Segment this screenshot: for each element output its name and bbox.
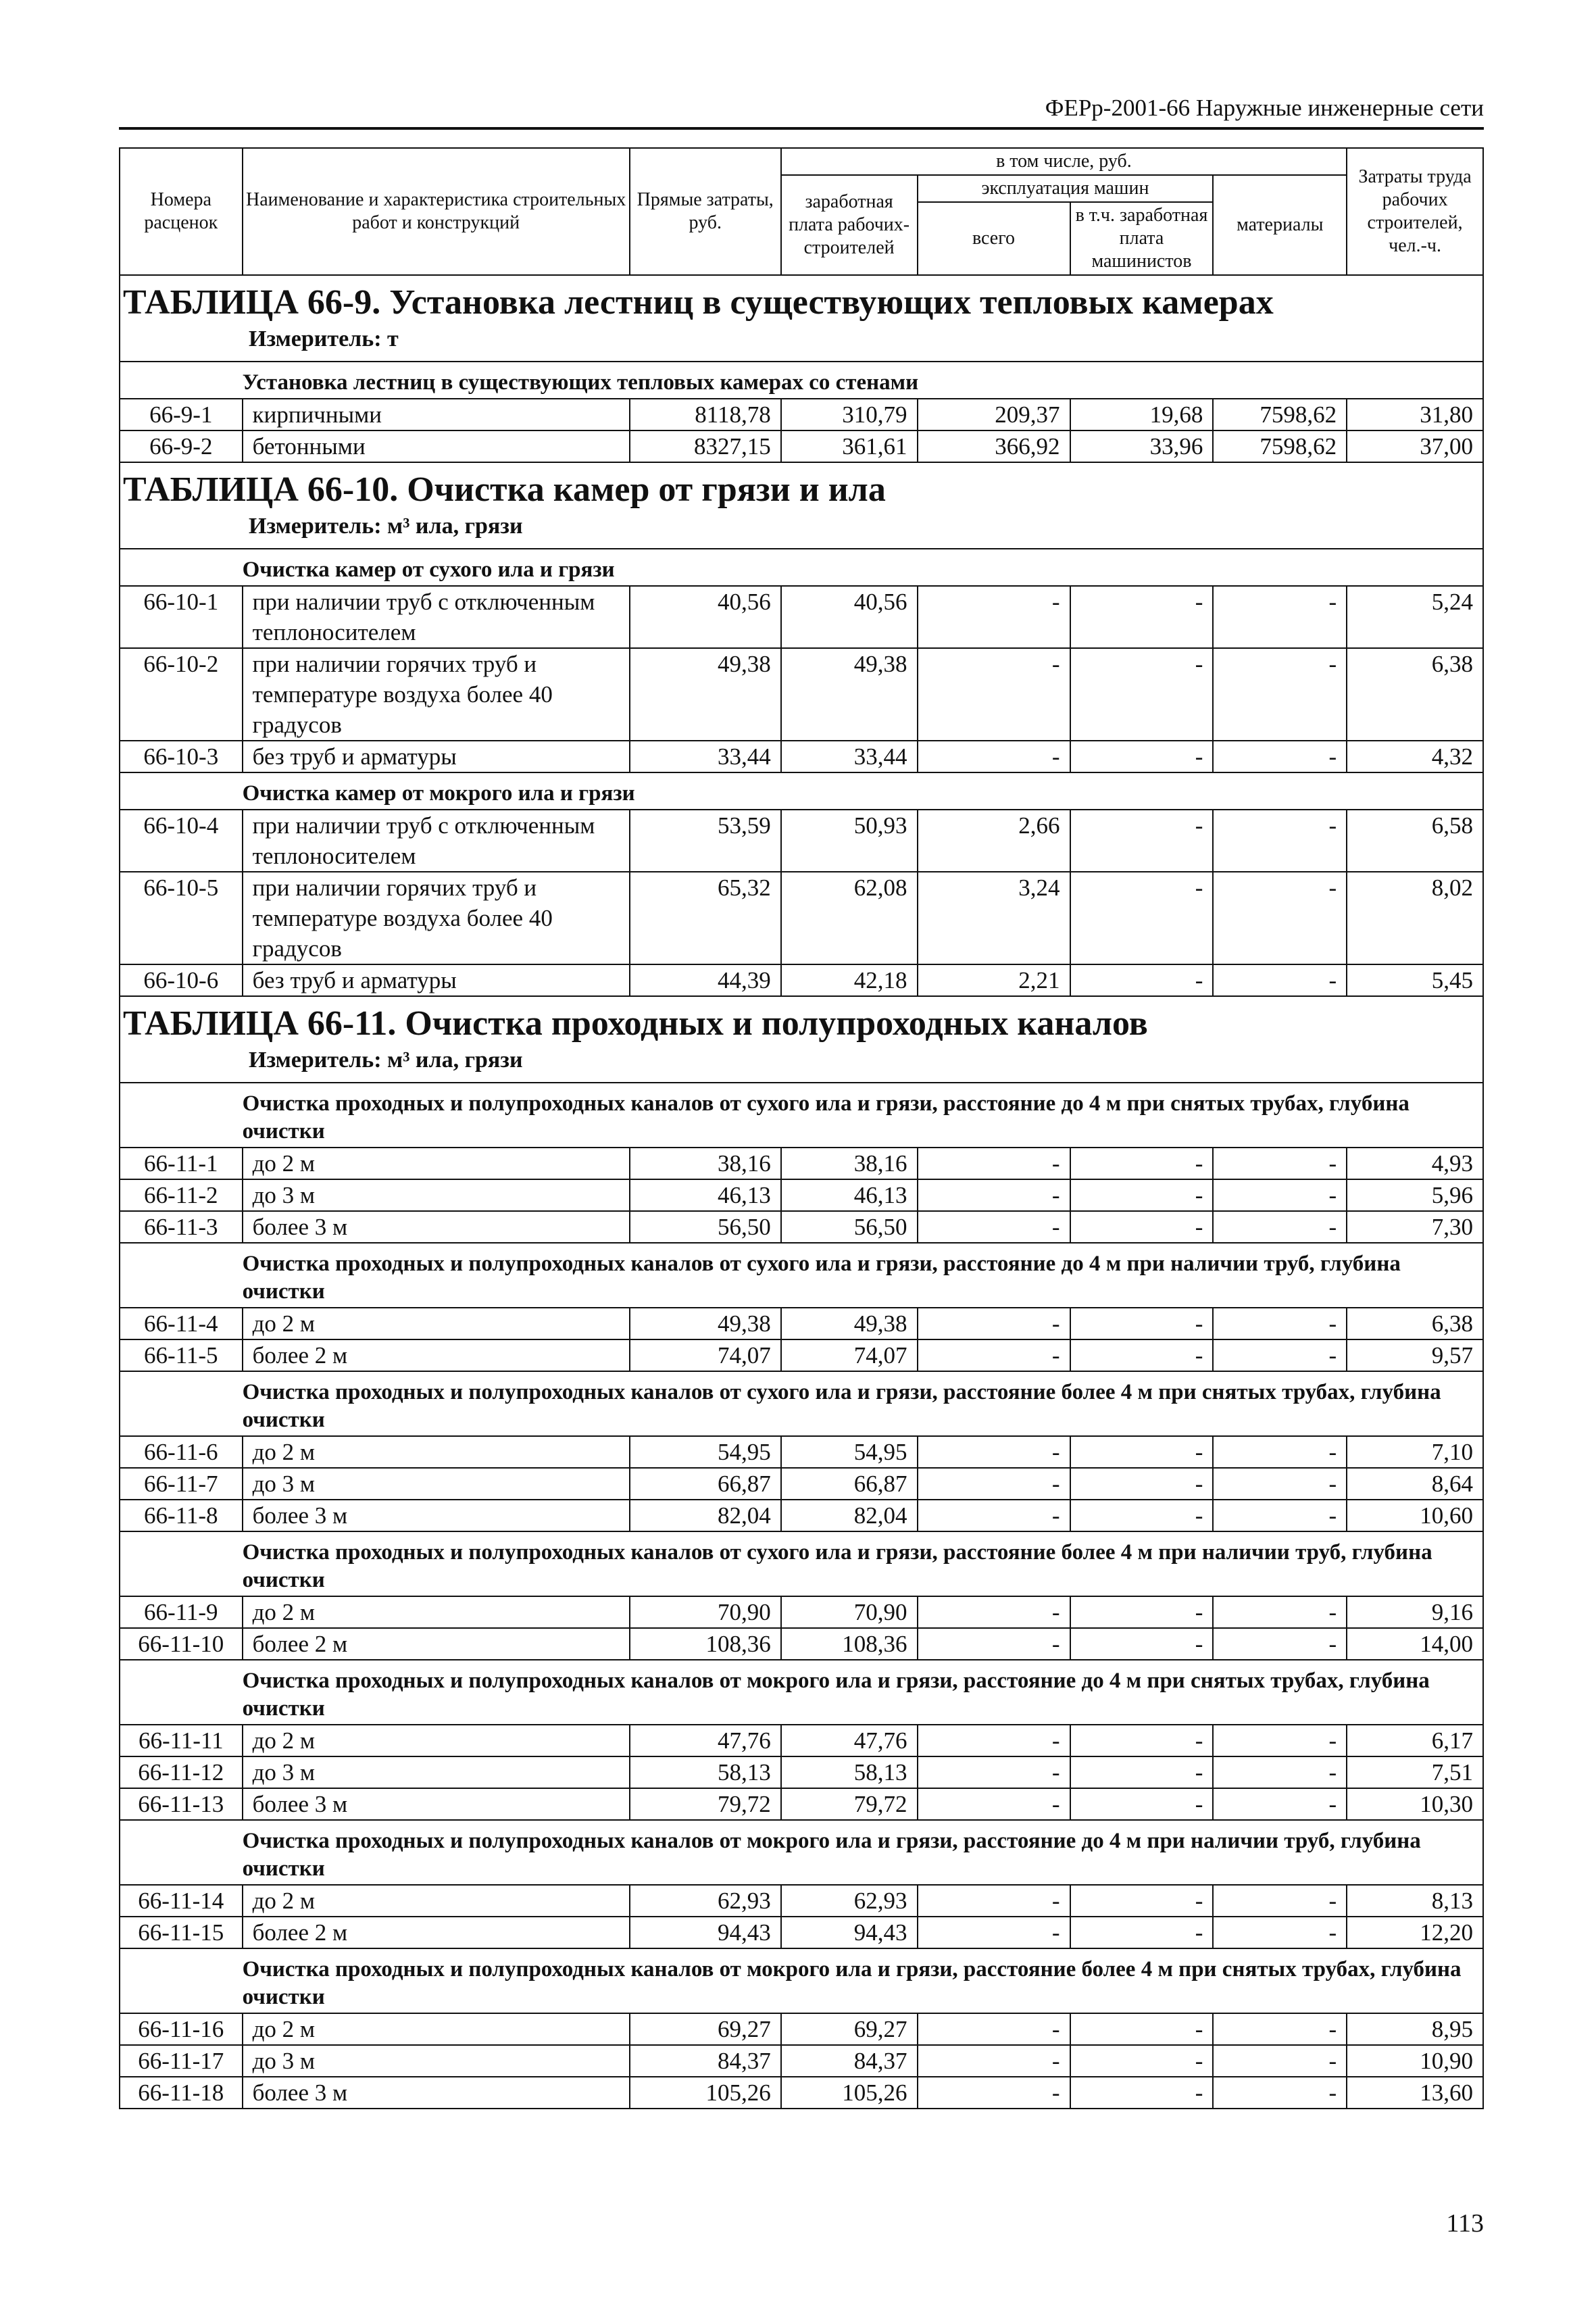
machines-total: - bbox=[918, 1885, 1070, 1917]
work-name: более 3 м bbox=[243, 2077, 630, 2109]
table-row bbox=[120, 1468, 1483, 1500]
rate-code: 66-11-14 bbox=[120, 1885, 243, 1917]
machines-total: - bbox=[918, 2077, 1070, 2109]
rate-code: 66-11-17 bbox=[120, 2045, 243, 2077]
measure-row bbox=[120, 324, 1483, 362]
work-name: при наличии горячих труб и температуре воздуха более 40 градусов bbox=[243, 648, 630, 741]
wages: 38,16 bbox=[781, 1148, 918, 1179]
table-row bbox=[120, 1885, 1483, 1917]
materials: 7598,62 bbox=[1213, 430, 1347, 462]
group-title: Установка лестниц в существующих тепловых камерах со стенами bbox=[243, 362, 1483, 399]
table-row bbox=[120, 810, 1483, 872]
wages: 58,13 bbox=[781, 1756, 918, 1788]
machines-wages: - bbox=[1070, 1885, 1214, 1917]
table-row bbox=[120, 1596, 1483, 1628]
work-name: более 3 м bbox=[243, 1788, 630, 1820]
direct-costs: 49,38 bbox=[630, 648, 781, 741]
work-name: более 2 м bbox=[243, 1917, 630, 1948]
header-including: в том числе, руб. bbox=[781, 148, 1347, 175]
machines-wages: - bbox=[1070, 648, 1214, 741]
group-title: Очистка камер от мокрого ила и грязи bbox=[243, 772, 1483, 810]
table-row bbox=[120, 1308, 1483, 1339]
group-spacer bbox=[120, 1948, 243, 2013]
labor-costs: 5,24 bbox=[1347, 586, 1483, 648]
rate-code: 66-11-10 bbox=[120, 1628, 243, 1660]
wages: 62,93 bbox=[781, 1885, 918, 1917]
work-name: до 3 м bbox=[243, 1468, 630, 1500]
machines-wages: - bbox=[1070, 810, 1214, 872]
section-title: ТАБЛИЦА 66-11. Очистка проходных и полупроходных каналов bbox=[120, 996, 1483, 1045]
group-title: Очистка проходных и полупроходных каналов от мокрого ила и грязи, расстояние более 4 м при снятых трубах, глубина очистки bbox=[243, 1948, 1483, 2013]
wages: 66,87 bbox=[781, 1468, 918, 1500]
materials: - bbox=[1213, 1628, 1347, 1660]
machines-wages: - bbox=[1070, 872, 1214, 964]
machines-total: 2,21 bbox=[918, 964, 1070, 996]
group-spacer bbox=[120, 549, 243, 586]
wages: 69,27 bbox=[781, 2013, 918, 2045]
materials: - bbox=[1213, 2045, 1347, 2077]
rate-code: 66-10-4 bbox=[120, 810, 243, 872]
rate-code: 66-11-16 bbox=[120, 2013, 243, 2045]
work-name: до 2 м bbox=[243, 1725, 630, 1756]
table-row bbox=[120, 1148, 1483, 1179]
direct-costs: 70,90 bbox=[630, 1596, 781, 1628]
labor-costs: 4,93 bbox=[1347, 1148, 1483, 1179]
materials: - bbox=[1213, 1339, 1347, 1371]
table-row bbox=[120, 1436, 1483, 1468]
wages: 54,95 bbox=[781, 1436, 918, 1468]
rate-code: 66-11-11 bbox=[120, 1725, 243, 1756]
machines-total: - bbox=[918, 1468, 1070, 1500]
direct-costs: 8118,78 bbox=[630, 399, 781, 430]
group-title: Очистка проходных и полупроходных каналов от сухого ила и грязи, расстояние до 4 м при снятых трубах, глубина очистки bbox=[243, 1083, 1483, 1148]
rate-code: 66-11-3 bbox=[120, 1211, 243, 1243]
table-row bbox=[120, 2077, 1483, 2109]
header-wages: заработная плата рабочих-строителей bbox=[781, 175, 918, 275]
section-title-row bbox=[120, 275, 1483, 324]
wages: 47,76 bbox=[781, 1725, 918, 1756]
work-name: более 2 м bbox=[243, 1339, 630, 1371]
machines-wages: - bbox=[1070, 1308, 1214, 1339]
work-name: до 2 м bbox=[243, 1308, 630, 1339]
work-name: без труб и арматуры bbox=[243, 964, 630, 996]
labor-costs: 8,64 bbox=[1347, 1468, 1483, 1500]
group-row bbox=[120, 1948, 1483, 2013]
labor-costs: 9,16 bbox=[1347, 1596, 1483, 1628]
machines-wages: - bbox=[1070, 1500, 1214, 1531]
materials: - bbox=[1213, 586, 1347, 648]
direct-costs: 33,44 bbox=[630, 741, 781, 772]
machines-wages: - bbox=[1070, 1148, 1214, 1179]
materials: - bbox=[1213, 1756, 1347, 1788]
group-title: Очистка камер от сухого ила и грязи bbox=[243, 549, 1483, 586]
work-name: до 3 м bbox=[243, 2045, 630, 2077]
rate-code: 66-11-18 bbox=[120, 2077, 243, 2109]
group-title: Очистка проходных и полупроходных каналов от сухого ила и грязи, расстояние более 4 м при снятых трубах, глубина очистки bbox=[243, 1371, 1483, 1436]
table-row bbox=[120, 399, 1483, 430]
direct-costs: 58,13 bbox=[630, 1756, 781, 1788]
wages: 70,90 bbox=[781, 1596, 918, 1628]
direct-costs: 108,36 bbox=[630, 1628, 781, 1660]
machines-wages: - bbox=[1070, 1788, 1214, 1820]
machines-wages: - bbox=[1070, 1596, 1214, 1628]
section-title-row bbox=[120, 462, 1483, 512]
labor-costs: 7,51 bbox=[1347, 1756, 1483, 1788]
direct-costs: 74,07 bbox=[630, 1339, 781, 1371]
rate-code: 66-11-7 bbox=[120, 1468, 243, 1500]
wages: 82,04 bbox=[781, 1500, 918, 1531]
labor-costs: 31,80 bbox=[1347, 399, 1483, 430]
group-spacer bbox=[120, 1660, 243, 1725]
direct-costs: 65,32 bbox=[630, 872, 781, 964]
machines-total: - bbox=[918, 1500, 1070, 1531]
rate-code: 66-10-2 bbox=[120, 648, 243, 741]
group-row bbox=[120, 1371, 1483, 1436]
machines-total: - bbox=[918, 1788, 1070, 1820]
group-row bbox=[120, 1531, 1483, 1596]
wages: 49,38 bbox=[781, 1308, 918, 1339]
machines-wages: - bbox=[1070, 1468, 1214, 1500]
table-row bbox=[120, 1725, 1483, 1756]
direct-costs: 49,38 bbox=[630, 1308, 781, 1339]
work-name: более 3 м bbox=[243, 1500, 630, 1531]
direct-costs: 79,72 bbox=[630, 1788, 781, 1820]
wages: 42,18 bbox=[781, 964, 918, 996]
direct-costs: 44,39 bbox=[630, 964, 781, 996]
wages: 74,07 bbox=[781, 1339, 918, 1371]
materials: - bbox=[1213, 1725, 1347, 1756]
direct-costs: 46,13 bbox=[630, 1179, 781, 1211]
machines-wages: - bbox=[1070, 2013, 1214, 2045]
materials: - bbox=[1213, 1436, 1347, 1468]
section-title-row bbox=[120, 996, 1483, 1045]
direct-costs: 8327,15 bbox=[630, 430, 781, 462]
labor-costs: 13,60 bbox=[1347, 2077, 1483, 2109]
rate-code: 66-10-6 bbox=[120, 964, 243, 996]
rate-code: 66-11-12 bbox=[120, 1756, 243, 1788]
machines-total: - bbox=[918, 586, 1070, 648]
table-row bbox=[120, 648, 1483, 741]
direct-costs: 53,59 bbox=[630, 810, 781, 872]
table-row bbox=[120, 1628, 1483, 1660]
work-name: до 2 м bbox=[243, 1596, 630, 1628]
work-name: до 2 м bbox=[243, 1148, 630, 1179]
machines-total: 3,24 bbox=[918, 872, 1070, 964]
work-name: кирпичными bbox=[243, 399, 630, 430]
machines-total: - bbox=[918, 1148, 1070, 1179]
materials: 7598,62 bbox=[1213, 399, 1347, 430]
work-name: до 3 м bbox=[243, 1756, 630, 1788]
direct-costs: 94,43 bbox=[630, 1917, 781, 1948]
work-name: более 3 м bbox=[243, 1211, 630, 1243]
section-title: ТАБЛИЦА 66-9. Установка лестниц в существующих тепловых камерах bbox=[120, 275, 1483, 324]
work-name: при наличии труб с отключенным теплоносителем bbox=[243, 586, 630, 648]
labor-costs: 6,17 bbox=[1347, 1725, 1483, 1756]
rate-code: 66-11-5 bbox=[120, 1339, 243, 1371]
materials: - bbox=[1213, 1917, 1347, 1948]
machines-wages: - bbox=[1070, 964, 1214, 996]
table-row bbox=[120, 1339, 1483, 1371]
machines-total: - bbox=[918, 741, 1070, 772]
header-direct-costs: Прямые затраты, руб. bbox=[630, 148, 781, 275]
machines-total: - bbox=[918, 1917, 1070, 1948]
labor-costs: 8,02 bbox=[1347, 872, 1483, 964]
group-spacer bbox=[120, 1531, 243, 1596]
machines-wages: - bbox=[1070, 1628, 1214, 1660]
materials: - bbox=[1213, 2013, 1347, 2045]
work-name: до 2 м bbox=[243, 1885, 630, 1917]
table-header bbox=[120, 148, 1483, 275]
group-title: Очистка проходных и полупроходных каналов от сухого ила и грязи, расстояние более 4 м при наличии труб, глубина очистки bbox=[243, 1531, 1483, 1596]
group-spacer bbox=[120, 1243, 243, 1308]
direct-costs: 105,26 bbox=[630, 2077, 781, 2109]
group-row bbox=[120, 1660, 1483, 1725]
machines-wages: - bbox=[1070, 586, 1214, 648]
group-row bbox=[120, 1820, 1483, 1885]
labor-costs: 4,32 bbox=[1347, 741, 1483, 772]
materials: - bbox=[1213, 1148, 1347, 1179]
machines-wages: 19,68 bbox=[1070, 399, 1214, 430]
direct-costs: 82,04 bbox=[630, 1500, 781, 1531]
direct-costs: 56,50 bbox=[630, 1211, 781, 1243]
wages: 40,56 bbox=[781, 586, 918, 648]
labor-costs: 6,58 bbox=[1347, 810, 1483, 872]
machines-total: 209,37 bbox=[918, 399, 1070, 430]
rate-code: 66-11-13 bbox=[120, 1788, 243, 1820]
machines-wages: - bbox=[1070, 1179, 1214, 1211]
group-spacer bbox=[120, 1083, 243, 1148]
group-spacer bbox=[120, 1371, 243, 1436]
rate-code: 66-11-1 bbox=[120, 1148, 243, 1179]
direct-costs: 66,87 bbox=[630, 1468, 781, 1500]
rate-code: 66-11-15 bbox=[120, 1917, 243, 1948]
machines-total: - bbox=[918, 1628, 1070, 1660]
header-machines: эксплуатация машин bbox=[918, 175, 1214, 202]
section-measure: Измеритель: м³ ила, грязи bbox=[120, 1045, 1483, 1083]
header-rule bbox=[119, 127, 1484, 130]
group-title: Очистка проходных и полупроходных каналов от сухого ила и грязи, расстояние до 4 м при наличии труб, глубина очистки bbox=[243, 1243, 1483, 1308]
header-code: Номера расценок bbox=[120, 148, 243, 275]
rate-code: 66-10-3 bbox=[120, 741, 243, 772]
labor-costs: 10,30 bbox=[1347, 1788, 1483, 1820]
rate-code: 66-11-4 bbox=[120, 1308, 243, 1339]
table-row bbox=[120, 1500, 1483, 1531]
wages: 49,38 bbox=[781, 648, 918, 741]
work-name: при наличии труб с отключенным теплоносителем bbox=[243, 810, 630, 872]
machines-total: 366,92 bbox=[918, 430, 1070, 462]
header-materials: материалы bbox=[1213, 175, 1347, 275]
wages: 310,79 bbox=[781, 399, 918, 430]
table-row bbox=[120, 964, 1483, 996]
direct-costs: 69,27 bbox=[630, 2013, 781, 2045]
materials: - bbox=[1213, 1468, 1347, 1500]
table-row bbox=[120, 1917, 1483, 1948]
machines-total: - bbox=[918, 648, 1070, 741]
group-spacer bbox=[120, 1820, 243, 1885]
machines-total: - bbox=[918, 1756, 1070, 1788]
machines-wages: - bbox=[1070, 1211, 1214, 1243]
materials: - bbox=[1213, 1179, 1347, 1211]
machines-total: - bbox=[918, 1725, 1070, 1756]
rate-code: 66-11-6 bbox=[120, 1436, 243, 1468]
machines-total: - bbox=[918, 2045, 1070, 2077]
measure-row bbox=[120, 1045, 1483, 1083]
group-row bbox=[120, 362, 1483, 399]
page-number: 113 bbox=[1446, 2209, 1484, 2238]
header-machines-wages: в т.ч. заработная плата машинистов bbox=[1070, 202, 1214, 275]
direct-costs: 54,95 bbox=[630, 1436, 781, 1468]
direct-costs: 40,56 bbox=[630, 586, 781, 648]
group-row bbox=[120, 1243, 1483, 1308]
labor-costs: 12,20 bbox=[1347, 1917, 1483, 1948]
running-title: ФЕРр-2001-66 Наружные инженерные сети bbox=[1045, 95, 1484, 121]
direct-costs: 47,76 bbox=[630, 1725, 781, 1756]
materials: - bbox=[1213, 964, 1347, 996]
header-labor: Затраты труда рабочих строителей, чел.-ч. bbox=[1347, 148, 1483, 275]
materials: - bbox=[1213, 2077, 1347, 2109]
rate-code: 66-9-2 bbox=[120, 430, 243, 462]
work-name: более 2 м bbox=[243, 1628, 630, 1660]
section-title: ТАБЛИЦА 66-10. Очистка камер от грязи и ила bbox=[120, 462, 1483, 512]
machines-total: - bbox=[918, 1339, 1070, 1371]
labor-costs: 14,00 bbox=[1347, 1628, 1483, 1660]
group-title: Очистка проходных и полупроходных каналов от мокрого ила и грязи, расстояние до 4 м при наличии труб, глубина очистки bbox=[243, 1820, 1483, 1885]
labor-costs: 37,00 bbox=[1347, 430, 1483, 462]
machines-total: - bbox=[918, 1436, 1070, 1468]
materials: - bbox=[1213, 1500, 1347, 1531]
labor-costs: 6,38 bbox=[1347, 1308, 1483, 1339]
work-name: до 2 м bbox=[243, 1436, 630, 1468]
work-name: до 3 м bbox=[243, 1179, 630, 1211]
materials: - bbox=[1213, 810, 1347, 872]
materials: - bbox=[1213, 1788, 1347, 1820]
wages: 361,61 bbox=[781, 430, 918, 462]
labor-costs: 7,30 bbox=[1347, 1211, 1483, 1243]
machines-wages: - bbox=[1070, 1756, 1214, 1788]
measure-row bbox=[120, 512, 1483, 549]
machines-total: - bbox=[918, 1596, 1070, 1628]
labor-costs: 6,38 bbox=[1347, 648, 1483, 741]
machines-total: - bbox=[918, 1308, 1070, 1339]
machines-wages: - bbox=[1070, 1436, 1214, 1468]
group-row bbox=[120, 549, 1483, 586]
table-row bbox=[120, 586, 1483, 648]
table-row bbox=[120, 1756, 1483, 1788]
labor-costs: 9,57 bbox=[1347, 1339, 1483, 1371]
section-measure: Измеритель: т bbox=[120, 324, 1483, 362]
machines-total: 2,66 bbox=[918, 810, 1070, 872]
rate-code: 66-10-5 bbox=[120, 872, 243, 964]
machines-total: - bbox=[918, 1179, 1070, 1211]
wages: 56,50 bbox=[781, 1211, 918, 1243]
labor-costs: 10,60 bbox=[1347, 1500, 1483, 1531]
work-name: до 2 м bbox=[243, 2013, 630, 2045]
group-row bbox=[120, 1083, 1483, 1148]
wages: 94,43 bbox=[781, 1917, 918, 1948]
table-row bbox=[120, 2045, 1483, 2077]
labor-costs: 7,10 bbox=[1347, 1436, 1483, 1468]
materials: - bbox=[1213, 648, 1347, 741]
labor-costs: 8,13 bbox=[1347, 1885, 1483, 1917]
rate-code: 66-9-1 bbox=[120, 399, 243, 430]
table-row bbox=[120, 872, 1483, 964]
materials: - bbox=[1213, 1885, 1347, 1917]
group-row bbox=[120, 772, 1483, 810]
rate-code: 66-11-9 bbox=[120, 1596, 243, 1628]
rate-code: 66-11-2 bbox=[120, 1179, 243, 1211]
section-measure: Измеритель: м³ ила, грязи bbox=[120, 512, 1483, 549]
machines-wages: - bbox=[1070, 741, 1214, 772]
rate-code: 66-11-8 bbox=[120, 1500, 243, 1531]
direct-costs: 38,16 bbox=[630, 1148, 781, 1179]
group-spacer bbox=[120, 772, 243, 810]
wages: 84,37 bbox=[781, 2045, 918, 2077]
table-row bbox=[120, 1211, 1483, 1243]
table-row bbox=[120, 430, 1483, 462]
group-title: Очистка проходных и полупроходных каналов от мокрого ила и грязи, расстояние до 4 м при снятых трубах, глубина очистки bbox=[243, 1660, 1483, 1725]
labor-costs: 10,90 bbox=[1347, 2045, 1483, 2077]
materials: - bbox=[1213, 1596, 1347, 1628]
group-spacer bbox=[120, 362, 243, 399]
header-name: Наименование и характеристика строительных работ и конструкций bbox=[243, 148, 630, 275]
materials: - bbox=[1213, 1211, 1347, 1243]
table-row bbox=[120, 1788, 1483, 1820]
machines-total: - bbox=[918, 1211, 1070, 1243]
table-row bbox=[120, 2013, 1483, 2045]
work-name: без труб и арматуры bbox=[243, 741, 630, 772]
table-row bbox=[120, 741, 1483, 772]
table-row bbox=[120, 1179, 1483, 1211]
machines-wages: - bbox=[1070, 2045, 1214, 2077]
machines-wages: - bbox=[1070, 1339, 1214, 1371]
wages: 105,26 bbox=[781, 2077, 918, 2109]
machines-wages: - bbox=[1070, 2077, 1214, 2109]
rate-code: 66-10-1 bbox=[120, 586, 243, 648]
labor-costs: 8,95 bbox=[1347, 2013, 1483, 2045]
materials: - bbox=[1213, 872, 1347, 964]
header-machines-total: всего bbox=[918, 202, 1070, 275]
labor-costs: 5,45 bbox=[1347, 964, 1483, 996]
wages: 46,13 bbox=[781, 1179, 918, 1211]
labor-costs: 5,96 bbox=[1347, 1179, 1483, 1211]
wages: 108,36 bbox=[781, 1628, 918, 1660]
rates-table bbox=[119, 147, 1484, 2109]
direct-costs: 84,37 bbox=[630, 2045, 781, 2077]
materials: - bbox=[1213, 1308, 1347, 1339]
work-name: бетонными bbox=[243, 430, 630, 462]
machines-total: - bbox=[918, 2013, 1070, 2045]
table-body bbox=[120, 275, 1483, 2109]
wages: 33,44 bbox=[781, 741, 918, 772]
direct-costs: 62,93 bbox=[630, 1885, 781, 1917]
work-name: при наличии горячих труб и температуре воздуха более 40 градусов bbox=[243, 872, 630, 964]
wages: 79,72 bbox=[781, 1788, 918, 1820]
materials: - bbox=[1213, 741, 1347, 772]
machines-wages: - bbox=[1070, 1917, 1214, 1948]
wages: 50,93 bbox=[781, 810, 918, 872]
wages: 62,08 bbox=[781, 872, 918, 964]
machines-wages: 33,96 bbox=[1070, 430, 1214, 462]
machines-wages: - bbox=[1070, 1725, 1214, 1756]
